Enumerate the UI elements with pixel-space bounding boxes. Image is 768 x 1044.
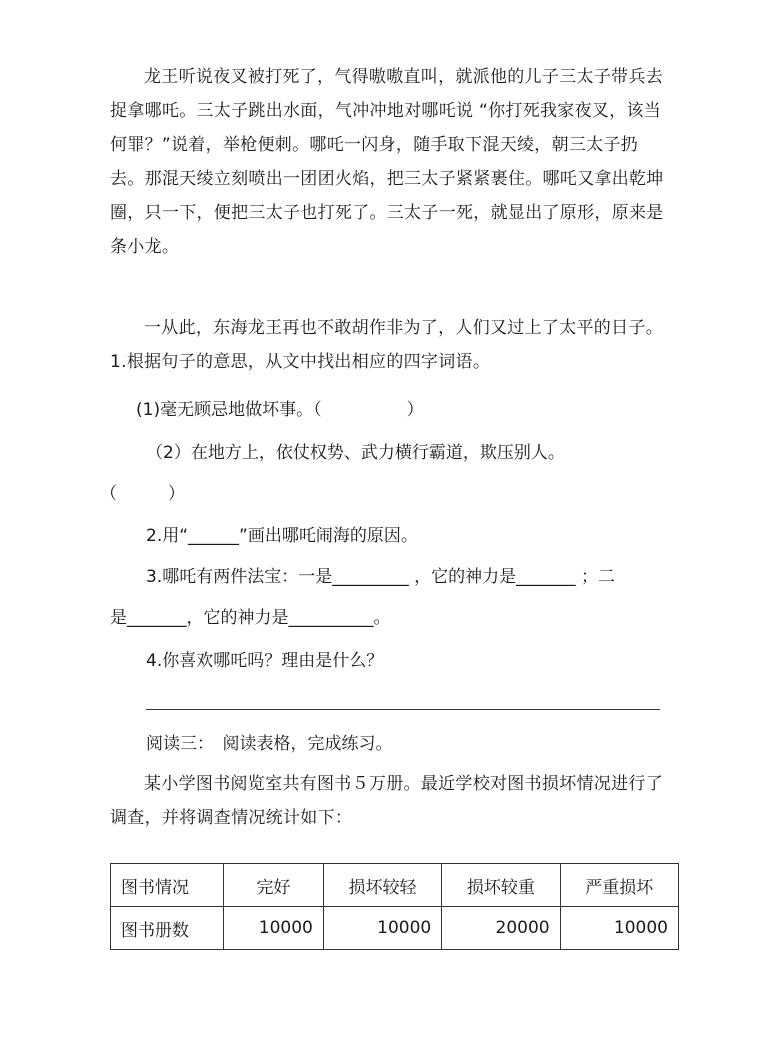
question-1-item-2: （2）在地方上，依仗权势、武力横行霸道，欺压别人。: [146, 443, 565, 463]
question-2: 2.用“______”画出哪吒闹海的原因。: [146, 526, 418, 546]
question-3-line-2: 是_______，它的神力是__________。: [110, 608, 391, 628]
table-cell: 10000: [224, 907, 324, 950]
reading-3-intro: 某小学图书阅览室共有图书５万册。最近学校对图书损坏情况进行了调查，并将调查情况统计如下：: [110, 774, 663, 828]
table-cell: 损坏较轻: [323, 864, 441, 907]
table-row: [111, 907, 679, 950]
table-cell: 严重损坏: [560, 864, 678, 907]
reading-3-title: 阅读三： 阅读表格，完成练习。: [146, 734, 393, 754]
story-paragraph-2: 一从此，东海龙王再也不敢胡作非为了，人们又过上了太平的日子。 1.根据句子的意思，从文中找出相应的四字词语。: [110, 318, 707, 372]
book-condition-table: [110, 863, 679, 950]
question-3-line-1: 3.哪吒有两件法宝：一是_________ ，它的神力是_______ ；二: [146, 567, 616, 587]
table-cell: 10000: [560, 907, 678, 950]
table-cell: 20000: [442, 907, 560, 950]
table-cell: 图书册数: [111, 907, 224, 950]
table-cell: 完好: [224, 864, 324, 907]
question-1-item-2-blank: （ ）: [100, 484, 185, 504]
question-1-item-1: (1)毫无顾忌地做坏事。（ ）: [136, 400, 424, 420]
story-paragraph-1: 龙王听说夜叉被打死了，气得嗷嗷直叫，就派他的儿子三太子带兵去捉拿哪吒。三太子跳出水面，气冲冲地对哪吒说 “你打死我家夜叉，该当何罪？”说着，举枪便刺。哪吒一闪身，随手取下混天绫，朝三太子扔去。那混天绫立刻喷出一团团火焰，把三太子紧紧裹住。哪吒又拿出乾坤圈，只一下，便把三太子也打死了。三太子一死，就显出了原形，原来是条小龙。: [110, 67, 664, 257]
table-cell: 10000: [323, 907, 441, 950]
table-header-row: [111, 864, 679, 907]
answer-line: [146, 709, 660, 710]
table-cell: 损坏较重: [442, 864, 560, 907]
table-cell: 图书情况: [111, 864, 224, 907]
question-4: 4.你喜欢哪吒吗？理由是什么？: [146, 651, 384, 671]
